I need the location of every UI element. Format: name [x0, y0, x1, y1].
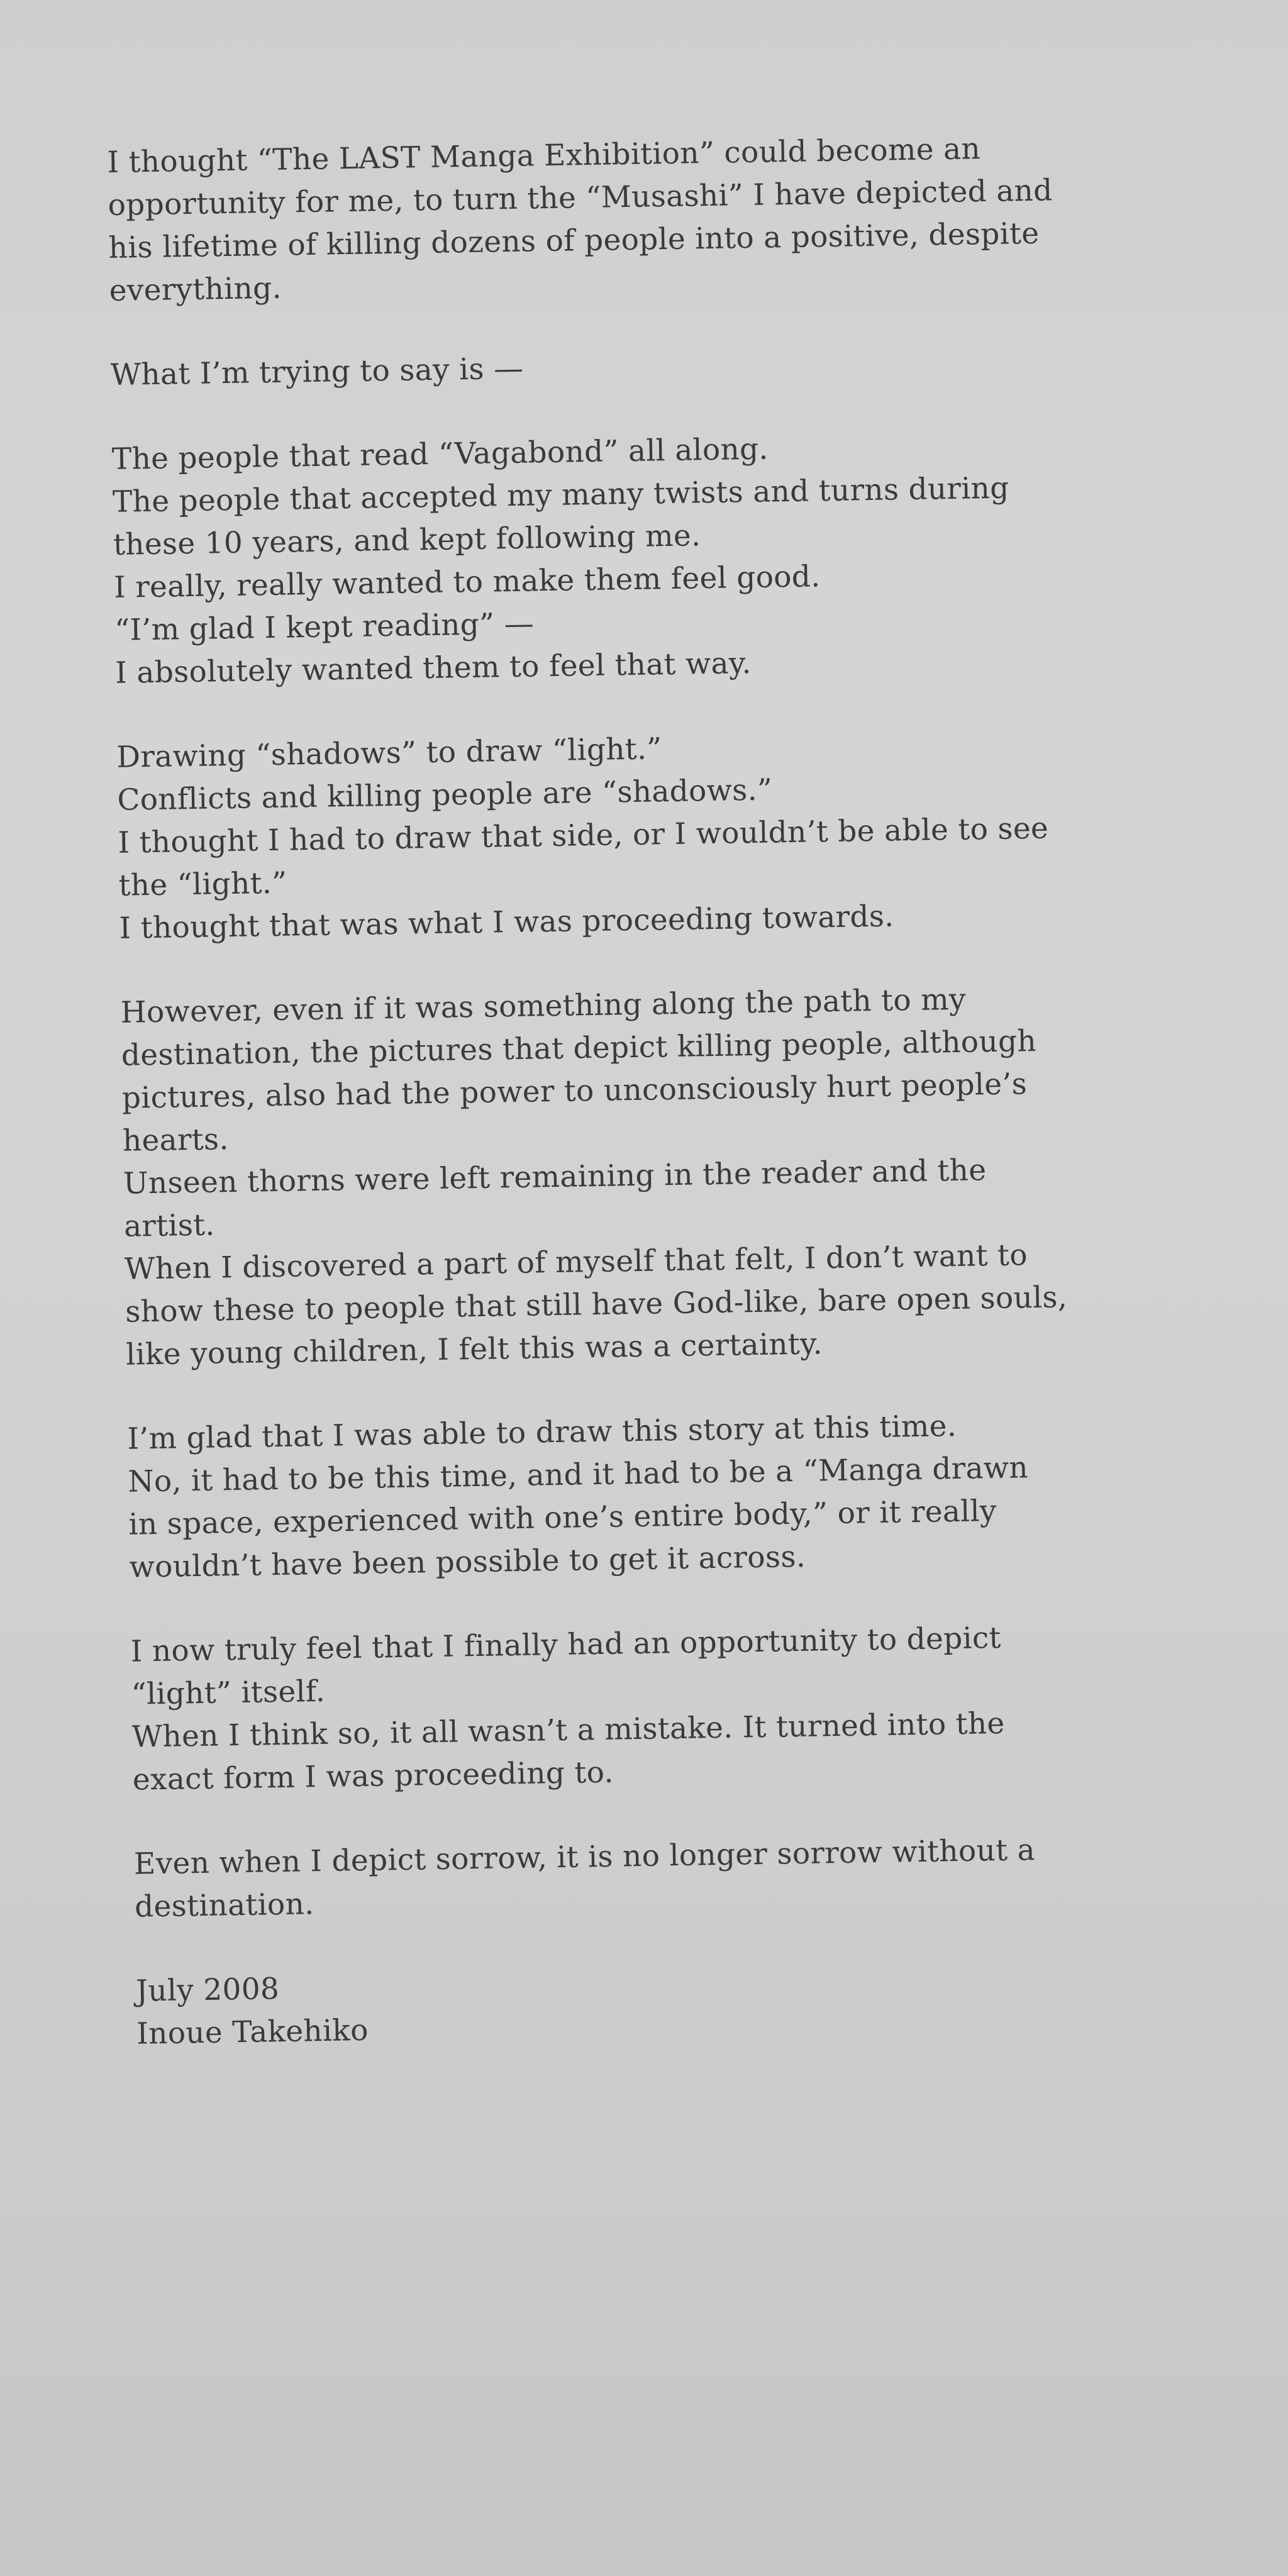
- text-line: like young children, I felt this was a certainty.: [125, 1326, 823, 1372]
- text-line: “light” itself.: [131, 1674, 326, 1712]
- text-line: hearts.: [122, 1122, 230, 1158]
- paragraph-7: [130, 1614, 1164, 1802]
- paragraph-8: [134, 1827, 1167, 1929]
- text-line: However, even if it was something along the path to my: [120, 982, 967, 1030]
- text-line: Drawing “shadows” to draw “light.”: [116, 731, 662, 775]
- text-line: I really, really wanted to make them feel good.: [113, 559, 821, 605]
- text-line: Even when I depict sorrow, it is no longer sorrow without a: [133, 1833, 1036, 1882]
- text-line: No, it had to be this time, and it had to be a “Manga drawn: [128, 1450, 1029, 1499]
- text-line: Conflicts and killing people are “shadows.”: [117, 772, 773, 818]
- text-line: I’m glad that I was able to draw this story at this time.: [126, 1409, 957, 1457]
- paragraph-3: [111, 422, 1146, 695]
- paragraph-5: [120, 975, 1157, 1377]
- text-line: I now truly feel that I finally had an opportunity to depict: [130, 1620, 1002, 1669]
- text-line: everything.: [109, 270, 282, 308]
- text-line: the “light.”: [118, 865, 287, 903]
- paragraph-2: [110, 338, 1142, 397]
- text-line: Unseen thorns were left remaining in the reader and the: [123, 1153, 987, 1201]
- text-line: opportunity for me, to turn the “Musashi” I have depicted and: [108, 173, 1053, 223]
- afterword-text: [107, 125, 1169, 2055]
- text-line: The people that accepted my many twists and turns during: [112, 470, 1009, 519]
- text-line: his lifetime of killing dozens of people into a positive, despite: [108, 216, 1040, 265]
- text-line: artist.: [123, 1208, 215, 1244]
- text-line: pictures, also had the power to unconsciously hurt people’s: [121, 1067, 1028, 1116]
- text-line: in space, experienced with one’s entire body,” or it really: [128, 1494, 997, 1542]
- paragraph-1: [107, 125, 1141, 313]
- text-line: I thought that was what I was proceeding towards.: [119, 899, 894, 946]
- text-line: these 10 years, and kept following me.: [113, 518, 701, 562]
- paragraph-4: [116, 720, 1151, 950]
- text-line: show these to people that still have God-like, bare open souls,: [125, 1280, 1068, 1330]
- text-line: destination.: [134, 1887, 314, 1924]
- signature-author: Inoue Takehiko: [136, 2012, 369, 2051]
- signature-block: [136, 1954, 1169, 2056]
- paragraph-6: [127, 1402, 1161, 1589]
- text-line: wouldn’t have been possible to get it across.: [129, 1539, 806, 1585]
- text-line: The people that read “Vagabond” all along.: [111, 431, 769, 477]
- text-line: I thought “The LAST Manga Exhibition” could become an: [107, 131, 981, 180]
- text-line: I thought I had to draw that side, or I wouldn’t be able to see: [118, 811, 1049, 860]
- text-line: I absolutely wanted them to feel that way.: [114, 646, 752, 691]
- text-line: “I’m glad I kept reading” —: [114, 606, 535, 648]
- text-line: When I discovered a part of myself that felt, I don’t want to: [124, 1238, 1028, 1287]
- text-line: What I’m trying to say is —: [110, 351, 524, 392]
- signature-date: July 2008: [135, 1972, 280, 2009]
- text-line: When I think so, it all wasn’t a mistake. It turned into the: [131, 1706, 1005, 1755]
- text-line: destination, the pictures that depict killing people, although: [121, 1023, 1037, 1073]
- text-line: exact form I was proceeding to.: [132, 1755, 614, 1797]
